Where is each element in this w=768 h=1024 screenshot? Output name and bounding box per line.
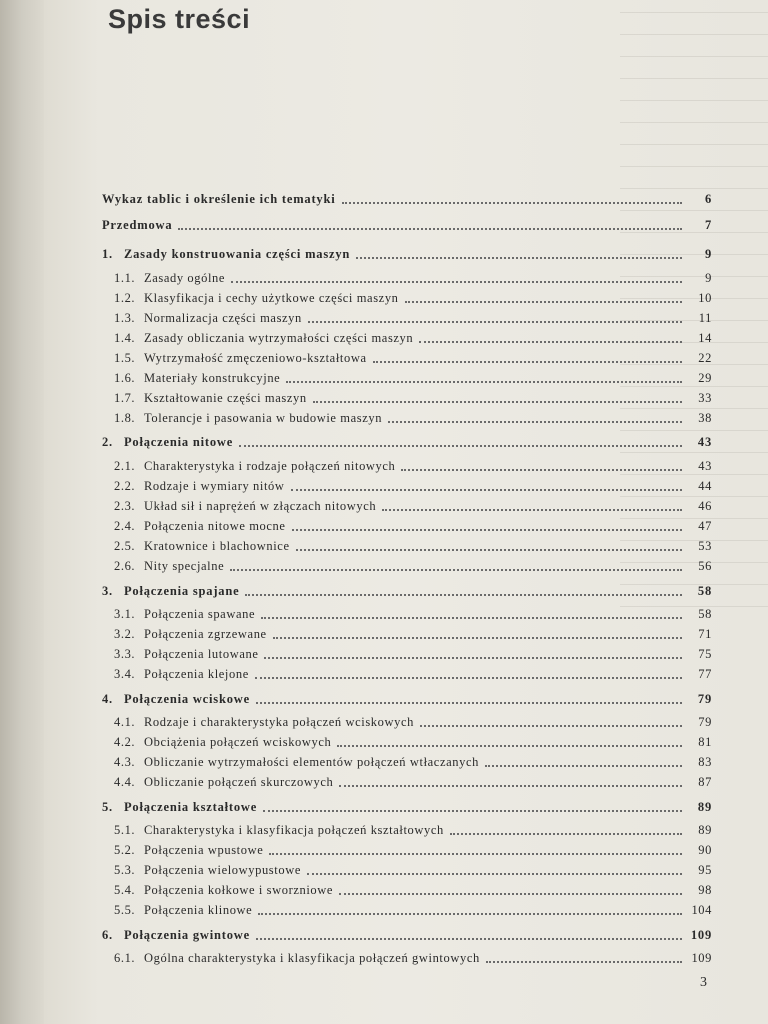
- dot-leader: [245, 594, 682, 596]
- toc-entry-number: 4.1.: [114, 715, 136, 729]
- toc-entry-title: Połączenia nitowe mocne: [144, 519, 286, 533]
- toc-section-row: [114, 559, 712, 574]
- toc-entry-number: 1.7.: [114, 391, 136, 405]
- toc-entry-number: 1.1.: [114, 271, 136, 285]
- toc-entry-title: Nity specjalne: [144, 559, 225, 573]
- toc-entry-number: 1.5.: [114, 351, 136, 365]
- toc-section-row: [114, 479, 712, 494]
- toc-entry-page: 89: [698, 823, 712, 837]
- toc-entry-page: 77: [698, 667, 712, 681]
- toc-entry-page: 104: [691, 903, 712, 917]
- toc-entry-number: 1.: [102, 247, 113, 261]
- dot-leader: [263, 810, 682, 812]
- toc-entry-number: 5.: [102, 800, 113, 814]
- toc-section-row: [114, 667, 712, 682]
- toc-entry-page: 6: [704, 192, 712, 206]
- toc-entry-title: Normalizacja części maszyn: [144, 311, 302, 325]
- toc-entry-page: 43: [697, 435, 712, 449]
- toc-chapter-row: [102, 192, 712, 207]
- toc-section-row: [114, 951, 712, 966]
- toc-section-row: [114, 539, 712, 554]
- dot-leader: [486, 961, 682, 963]
- toc-section-row: [114, 883, 712, 898]
- dot-leader: [178, 228, 682, 230]
- dot-leader: [401, 469, 682, 471]
- toc-entry-page: 38: [698, 411, 712, 425]
- dot-leader: [269, 853, 682, 855]
- toc-entry-page: 46: [698, 499, 712, 513]
- toc-chapter-row: [102, 928, 712, 943]
- dot-leader: [264, 657, 682, 659]
- dot-leader: [388, 421, 682, 423]
- toc-entry-number: 2.: [102, 435, 113, 449]
- toc-entry-page: 33: [698, 391, 712, 405]
- toc-entry-title: Tolerancje i pasowania w budowie maszyn: [144, 411, 383, 425]
- toc-entry-title: Zasady konstruowania części maszyn: [124, 247, 351, 261]
- toc-section-row: [114, 411, 712, 426]
- toc-entry-title: Połączenia wpustowe: [144, 843, 264, 857]
- dot-leader: [258, 913, 682, 915]
- toc-entry-title: Materiały konstrukcyjne: [144, 371, 281, 385]
- toc-entry-title: Połączenia kształtowe: [124, 800, 258, 814]
- dot-leader: [273, 637, 682, 639]
- dot-leader: [342, 202, 682, 204]
- dot-leader: [339, 785, 682, 787]
- toc-entry-page: 7: [704, 218, 712, 232]
- toc-entry-number: 6.: [102, 928, 113, 942]
- dot-leader: [419, 341, 682, 343]
- dot-leader: [382, 509, 682, 511]
- toc-entry-number: 5.1.: [114, 823, 136, 837]
- toc-entry-page: 87: [698, 775, 712, 789]
- dot-leader: [313, 401, 682, 403]
- toc-entry-title: Połączenia wciskowe: [124, 692, 250, 706]
- toc-entry-title: Wykaz tablic i określenie ich tematyki: [102, 192, 336, 206]
- toc-section-row: [114, 291, 712, 306]
- toc-entry-page: 58: [698, 607, 712, 621]
- toc-entry-number: 2.3.: [114, 499, 136, 513]
- toc-entry-number: 1.4.: [114, 331, 136, 345]
- toc-entry-page: 95: [698, 863, 712, 877]
- dot-leader: [256, 938, 682, 940]
- dot-leader: [286, 381, 682, 383]
- toc-entry-title: Charakterystyka i klasyfikacja połączeń kształtowych: [144, 823, 444, 837]
- dot-leader: [255, 677, 682, 679]
- dot-leader: [307, 873, 682, 875]
- page-number: 3: [700, 975, 707, 990]
- toc-section-row: [114, 331, 712, 346]
- toc-entry-page: 47: [698, 519, 712, 533]
- toc-entry-number: 2.4.: [114, 519, 136, 533]
- toc-entry-number: 4.: [102, 692, 113, 706]
- toc-entry-number: 5.5.: [114, 903, 136, 917]
- toc-entry-page: 75: [698, 647, 712, 661]
- toc-entry-title: Obliczanie wytrzymałości elementów połączeń wtłaczanych: [144, 755, 479, 769]
- toc-section-row: [114, 459, 712, 474]
- toc-entry-number: 2.6.: [114, 559, 136, 573]
- toc-entry-page: 29: [698, 371, 712, 385]
- toc-entry-title: Połączenia spawane: [144, 607, 256, 621]
- toc-entry-number: 1.3.: [114, 311, 136, 325]
- toc-entry-number: 2.5.: [114, 539, 136, 553]
- toc-entry-title: Połączenia lutowane: [144, 647, 259, 661]
- toc-entry-title: Ogólna charakterystyka i klasyfikacja połączeń gwintowych: [144, 951, 480, 965]
- toc-entry-page: 109: [691, 951, 712, 965]
- dot-leader: [296, 549, 682, 551]
- toc-entry-number: 5.4.: [114, 883, 136, 897]
- toc-section-row: [114, 823, 712, 838]
- toc-chapter-row: [102, 218, 712, 233]
- toc-section-row: [114, 607, 712, 622]
- dot-leader: [239, 445, 682, 447]
- dot-leader: [308, 321, 682, 323]
- toc-section-row: [114, 715, 712, 730]
- toc-entry-title: Układ sił i naprężeń w złączach nitowych: [144, 499, 377, 513]
- page-title: Spis treści: [108, 4, 251, 34]
- toc-entry-number: 2.1.: [114, 459, 136, 473]
- toc-section-row: [114, 391, 712, 406]
- dot-leader: [339, 893, 682, 895]
- toc-entry-page: 9: [705, 271, 712, 285]
- toc-entry-number: 1.8.: [114, 411, 136, 425]
- dot-leader: [450, 833, 682, 835]
- toc-entry-page: 11: [698, 311, 712, 325]
- toc-entry-title: Obliczanie połączeń skurczowych: [144, 775, 334, 789]
- toc-entry-page: 14: [698, 331, 712, 345]
- toc-entry-title: Zasady obliczania wytrzymałości części maszyn: [144, 331, 414, 345]
- dot-leader: [405, 301, 682, 303]
- toc-section-row: [114, 755, 712, 770]
- toc-entry-page: 89: [697, 800, 712, 814]
- toc-section-row: [114, 499, 712, 514]
- toc-entry-page: 98: [698, 883, 712, 897]
- toc-section-row: [114, 311, 712, 326]
- toc-chapter-row: [102, 584, 712, 599]
- toc-entry-number: 5.3.: [114, 863, 136, 877]
- toc-entry-page: 43: [698, 459, 712, 473]
- toc-section-row: [114, 519, 712, 534]
- toc-entry-page: 81: [698, 735, 712, 749]
- toc-entry-number: 5.2.: [114, 843, 136, 857]
- toc-entry-title: Połączenia kołkowe i sworzniowe: [144, 883, 334, 897]
- toc-entry-number: 6.1.: [114, 951, 136, 965]
- toc-section-row: [114, 903, 712, 918]
- toc-entry-title: Połączenia klinowe: [144, 903, 253, 917]
- toc-entry-number: 3.1.: [114, 607, 136, 621]
- toc-section-row: [114, 371, 712, 386]
- toc-section-row: [114, 735, 712, 750]
- toc-entry-title: Obciążenia połączeń wciskowych: [144, 735, 332, 749]
- dot-leader: [230, 569, 682, 571]
- toc-entry-page: 79: [698, 715, 712, 729]
- dot-leader: [292, 529, 682, 531]
- dot-leader: [256, 702, 682, 704]
- toc-chapter-row: [102, 435, 712, 450]
- toc-entry-title: Połączenia zgrzewane: [144, 627, 267, 641]
- toc-entry-title: Kształtowanie części maszyn: [144, 391, 307, 405]
- toc-entry-page: 109: [690, 928, 712, 942]
- toc-entry-title: Połączenia klejone: [144, 667, 249, 681]
- dot-leader: [356, 257, 682, 259]
- toc-entry-number: 3.4.: [114, 667, 136, 681]
- toc-entry-number: 1.6.: [114, 371, 136, 385]
- toc-entry-title: Połączenia wielowypustowe: [144, 863, 301, 877]
- toc-entry-title: Wytrzymałość zmęczeniowo-kształtowa: [144, 351, 367, 365]
- toc-entry-page: 9: [704, 247, 712, 261]
- toc-section-row: [114, 627, 712, 642]
- toc-entry-title: Połączenia nitowe: [124, 435, 234, 449]
- toc-entry-title: Połączenia spajane: [124, 584, 240, 598]
- toc-entry-number: 1.2.: [114, 291, 136, 305]
- toc-entry-number: 4.2.: [114, 735, 136, 749]
- toc-entry-title: Przedmowa: [102, 218, 173, 232]
- toc-entry-number: 3.: [102, 584, 113, 598]
- toc-entry-title: Rodzaje i wymiary nitów: [144, 479, 285, 493]
- toc-entry-title: Klasyfikacja i cechy użytkowe części maszyn: [144, 291, 399, 305]
- toc-entry-title: Kratownice i blachownice: [144, 539, 290, 553]
- toc-chapter-row: [102, 247, 712, 262]
- dot-leader: [231, 281, 682, 283]
- toc-entry-number: 2.2.: [114, 479, 136, 493]
- toc-entry-page: 71: [698, 627, 712, 641]
- toc-entry-page: 58: [697, 584, 712, 598]
- toc-section-row: [114, 863, 712, 878]
- toc-chapter-row: [102, 692, 712, 707]
- toc-entry-number: 4.3.: [114, 755, 136, 769]
- toc-section-row: [114, 271, 712, 286]
- toc-entry-page: 90: [698, 843, 712, 857]
- toc-entry-number: 3.2.: [114, 627, 136, 641]
- toc-entry-title: Zasady ogólne: [144, 271, 226, 285]
- toc-section-row: [114, 843, 712, 858]
- toc-entry-title: Rodzaje i charakterystyka połączeń wciskowych: [144, 715, 414, 729]
- toc-chapter-row: [102, 800, 712, 815]
- toc-entry-number: 3.3.: [114, 647, 136, 661]
- dot-leader: [373, 361, 682, 363]
- toc-section-row: [114, 647, 712, 662]
- toc-entry-page: 44: [698, 479, 712, 493]
- toc-entry-page: 83: [698, 755, 712, 769]
- dot-leader: [420, 725, 682, 727]
- toc-section-row: [114, 775, 712, 790]
- toc-entry-number: 4.4.: [114, 775, 136, 789]
- toc-entry-page: 79: [697, 692, 712, 706]
- toc-entry-page: 22: [698, 351, 712, 365]
- dot-leader: [485, 765, 682, 767]
- toc-entry-page: 10: [698, 291, 712, 305]
- toc-entry-title: Charakterystyka i rodzaje połączeń nitowych: [144, 459, 396, 473]
- dot-leader: [291, 489, 682, 491]
- dot-leader: [337, 745, 682, 747]
- toc-entry-title: Połączenia gwintowe: [124, 928, 250, 942]
- toc-entry-page: 53: [698, 539, 712, 553]
- toc-section-row: [114, 351, 712, 366]
- toc-entry-page: 56: [698, 559, 712, 573]
- dot-leader: [261, 617, 682, 619]
